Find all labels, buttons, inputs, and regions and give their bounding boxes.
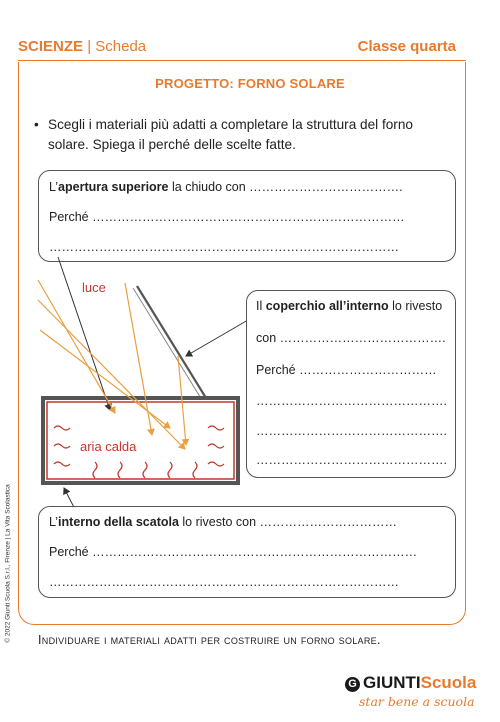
instruction-text: Scegli i materiali più adatti a completare la struttura del forno solare. Spiega il perché delle scelte fatte. (48, 117, 413, 152)
light-ray (40, 330, 170, 428)
reflector-lid (137, 286, 206, 398)
oven-box (43, 398, 238, 483)
lid-answer-line[interactable]: ………………………………………. (256, 453, 447, 467)
logo-tagline: star bene a scuola (359, 694, 475, 709)
inside-keyword: interno della scatola (58, 515, 179, 529)
subject-label: SCIENZE (18, 38, 84, 55)
pointer-lid (186, 320, 248, 356)
opening-answer-line[interactable]: ………………………………………………………………………… (49, 240, 399, 254)
inside-why-line[interactable]: Perché …………………………………………………………………… (49, 545, 418, 559)
hot-air-label: aria calda (80, 439, 137, 454)
grade-label: Classe quarta (357, 38, 456, 55)
logo-brand-accent: Scuola (420, 673, 477, 692)
copyright-notice: © 2022 Giunti Scuola S.r.l., Firenze | La Vita Scolastica (4, 484, 12, 643)
giunti-logo-icon: G (345, 677, 360, 692)
answer-box-inside (38, 506, 456, 598)
light-ray (178, 356, 186, 445)
learning-objective: Individuare i materiali adatti per costruire un forno solare. (38, 633, 381, 647)
bullet-icon: • (34, 117, 39, 132)
lid-answer-line[interactable]: ………………………………………. (256, 424, 447, 438)
opening-keyword: apertura superiore (58, 180, 169, 194)
inside-question: L’interno della scatola lo rivesto con …………………………… (49, 515, 398, 529)
opening-why-line[interactable]: Perché ………………………………………………………………… (49, 210, 405, 224)
lid-why-line[interactable]: Perché …………………………… (256, 363, 437, 377)
inside-answer-line[interactable]: ………………………………………………………………………… (49, 575, 399, 589)
light-ray (38, 280, 115, 413)
lid-question: Il coperchio all’interno lo rivesto (256, 299, 443, 313)
lid-material-line[interactable]: con …………………………………. (256, 331, 446, 345)
lid-keyword: coperchio all’interno (265, 299, 389, 313)
opening-question: L’apertura superiore la chiudo con ………………………………. (49, 180, 403, 194)
light-label: luce (82, 280, 106, 295)
lid-answer-line[interactable]: ………………………………………. (256, 394, 447, 408)
section-label: Scheda (95, 38, 147, 55)
logo-brand: GIUNTI (363, 673, 421, 692)
publisher-logo (345, 673, 476, 709)
worksheet-title: PROGETTO: FORNO SOLARE (155, 76, 345, 91)
header-separator: | (87, 38, 92, 55)
answer-box-lid (246, 290, 456, 478)
